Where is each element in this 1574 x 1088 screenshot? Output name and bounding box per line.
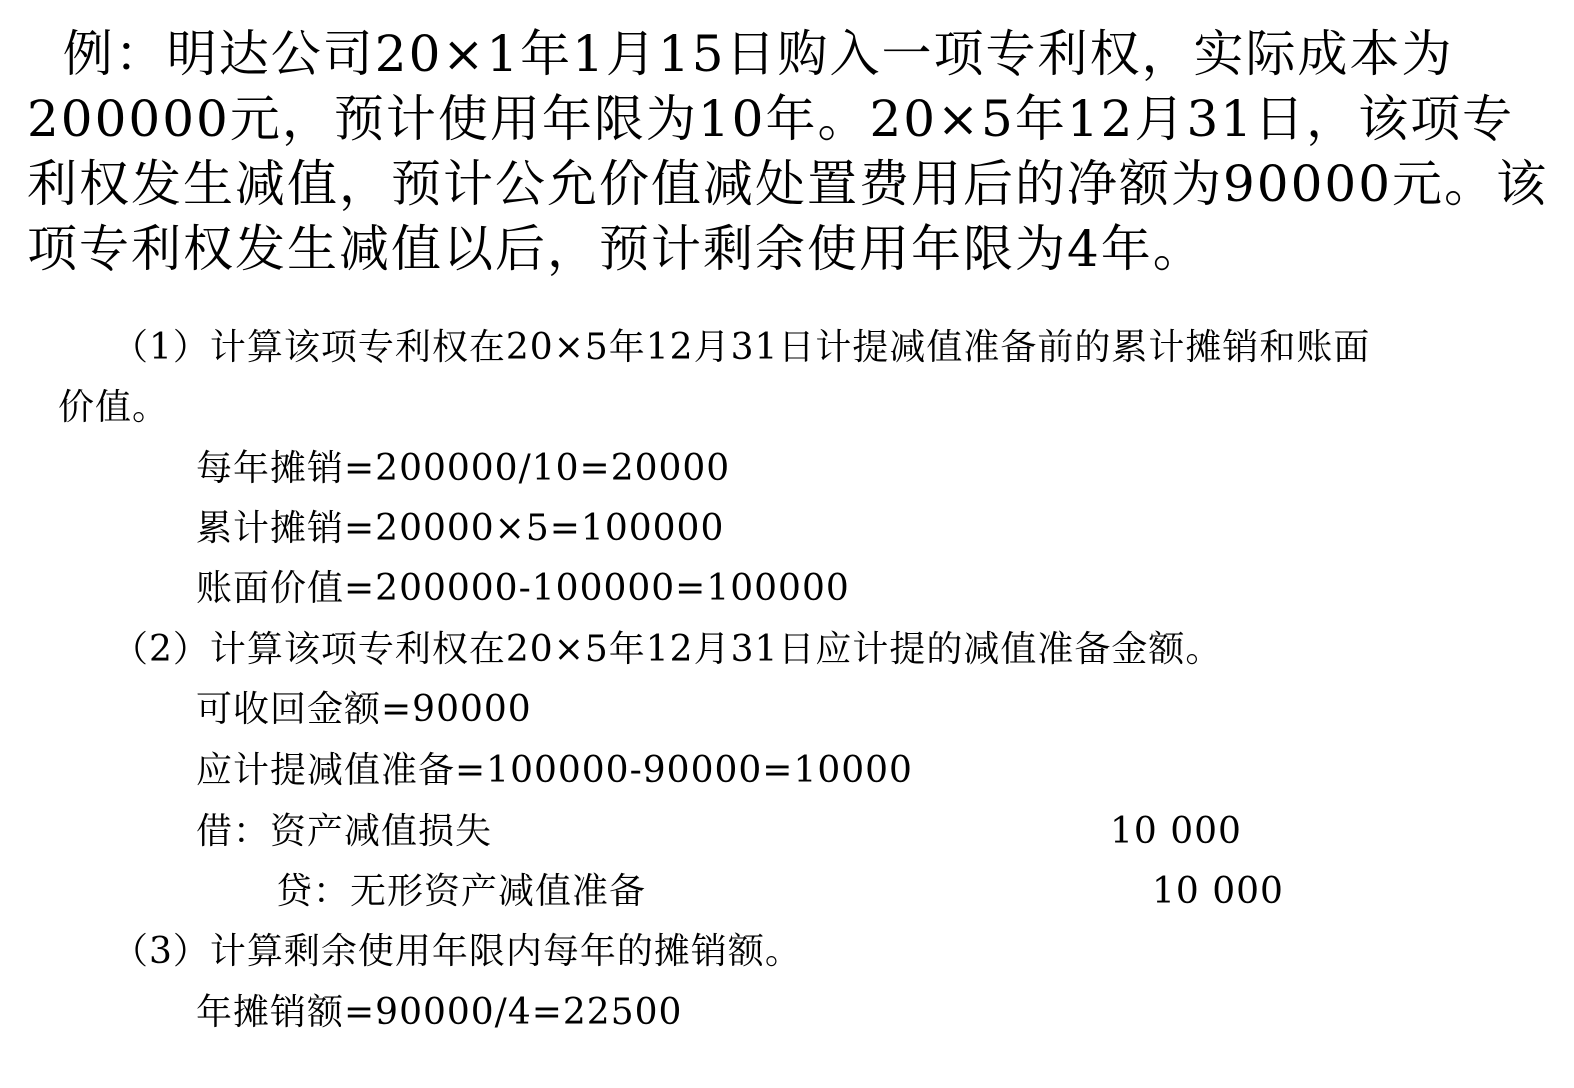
journal-credit-amount: 10 000	[1152, 871, 1284, 912]
remaining-annual-amortization-formula: 年摊销额=90000/4=22500	[196, 992, 683, 1033]
question-1-line-2: 价值。	[58, 387, 170, 428]
question-2-title: （2）计算该项专利权在20×5年12月31日应计提的减值准备金额。	[112, 629, 1223, 670]
journal-debit-label: 借：资产减值损失	[196, 811, 493, 852]
question-3-title: （3）计算剩余使用年限内每年的摊销额。	[112, 931, 802, 972]
recoverable-amount-formula: 可收回金额=90000	[196, 689, 532, 730]
annual-amortization-formula: 每年摊销=200000/10=20000	[196, 448, 731, 489]
journal-debit-amount: 10 000	[1110, 811, 1242, 852]
accumulated-amortization-formula: 累计摊销=20000×5=100000	[196, 508, 725, 549]
impairment-provision-formula: 应计提减值准备=100000-90000=10000	[196, 750, 913, 791]
book-value-formula: 账面价值=200000-100000=100000	[196, 568, 850, 609]
question-1-line-1: （1）计算该项专利权在20×5年12月31日计提减值准备前的累计摊销和账面	[112, 327, 1371, 368]
journal-credit-label: 贷：无形资产减值准备	[276, 871, 647, 912]
example-paragraph: 例：明达公司20×1年1月15日购入一项专利权，实际成本为200000元，预计使用年限为10年。20×5年12月31日，该项专利权发生减值，预计公允价值减处置费用后的净额为90000元。该项专利权发生减值以后，预计剩余使用年限为4年。	[27, 25, 1549, 278]
